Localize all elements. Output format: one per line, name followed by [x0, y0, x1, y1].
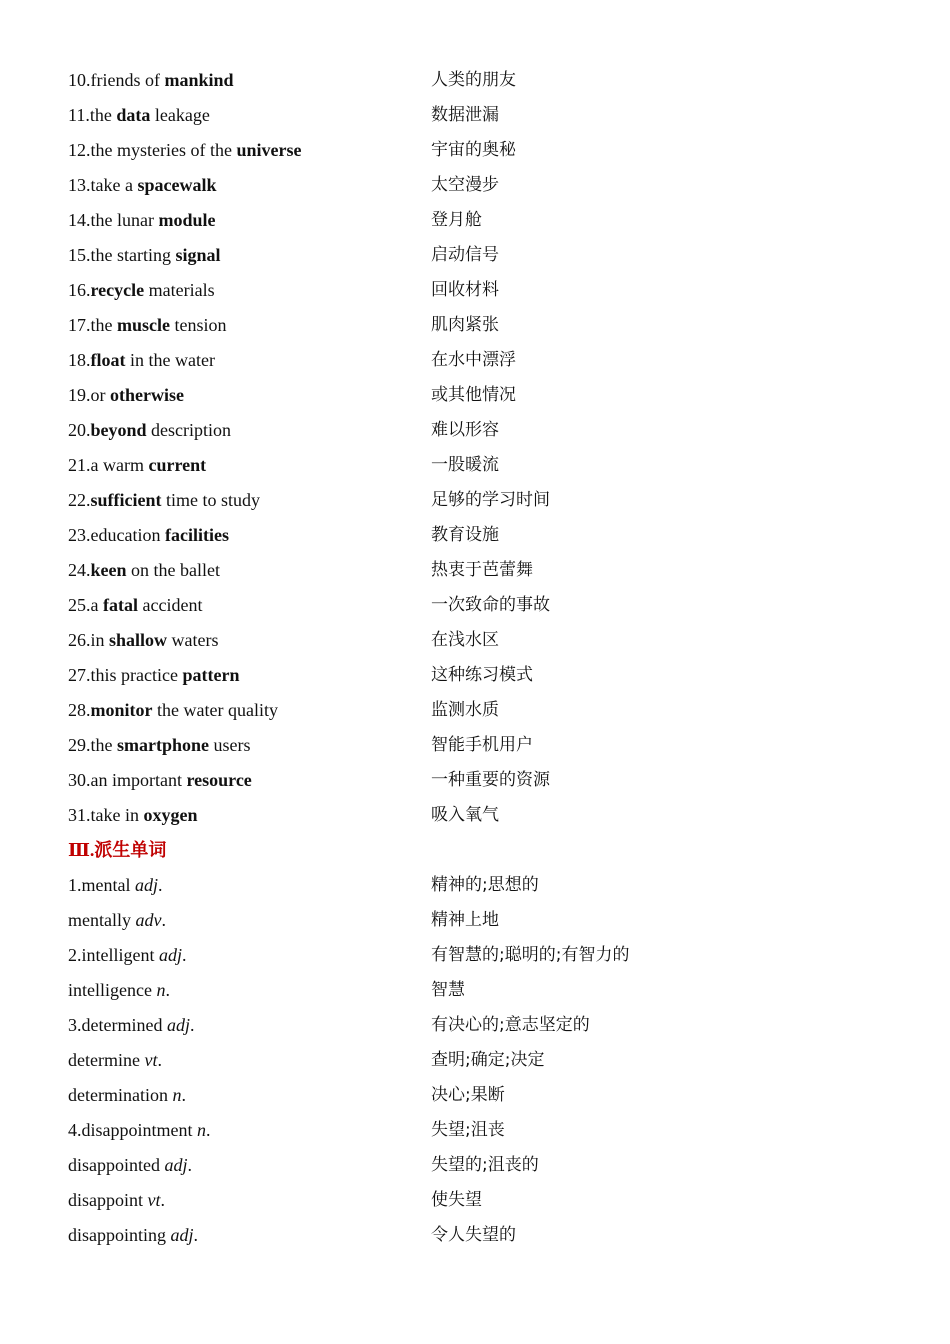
phrase-row [68, 448, 888, 483]
derivative-row [68, 973, 888, 1008]
key-word: module [158, 210, 216, 230]
key-word: resource [186, 770, 252, 790]
phrase-chinese: 数据泄漏 [431, 105, 499, 125]
phrase-chinese: 足够的学习时间 [431, 490, 550, 510]
derivative-word: 3.determined adj. [68, 1015, 195, 1035]
derivative-meaning: 失望;沮丧 [431, 1120, 505, 1140]
phrase-english: 19.or otherwise [68, 385, 184, 405]
derivative-word: 1.mental adj. [68, 875, 163, 895]
phrase-chinese: 难以形容 [431, 420, 499, 440]
phrase-row [68, 658, 888, 693]
phrase-chinese: 这种练习模式 [431, 665, 533, 685]
derivative-meaning: 令人失望的 [431, 1225, 516, 1245]
phrase-row [68, 588, 888, 623]
phrase-english: 29.the smartphone users [68, 735, 251, 755]
derivative-word: disappoint vt. [68, 1190, 165, 1210]
derivative-word: determine vt. [68, 1050, 162, 1070]
part-of-speech: adj [158, 945, 182, 965]
derivative-row [68, 1148, 888, 1183]
phrase-english: 16.recycle materials [68, 280, 215, 300]
phrase-row [68, 763, 888, 798]
phrase-chinese: 一次致命的事故 [431, 595, 550, 615]
phrase-english: 30.an important resource [68, 770, 252, 790]
phrase-english: 20.beyond description [68, 420, 232, 440]
phrase-english: 31.take in oxygen [68, 805, 198, 825]
derivative-word: mentally adv. [68, 910, 166, 930]
part-of-speech: adj [164, 1155, 188, 1175]
phrase-row [68, 133, 888, 168]
derivative-word: disappointed adj. [68, 1155, 193, 1175]
phrase-chinese: 人类的朋友 [431, 70, 516, 90]
phrase-english: 12.the mysteries of the universe [68, 140, 302, 160]
phrase-row [68, 63, 888, 98]
phrase-row [68, 623, 888, 658]
phrase-row [68, 728, 888, 763]
phrase-row [68, 203, 888, 238]
key-word: current [148, 455, 207, 475]
derivative-meaning: 使失望 [431, 1190, 482, 1210]
derivative-meaning: 有决心的;意志坚定的 [431, 1015, 590, 1035]
derivative-word: disappointing adj. [68, 1225, 199, 1245]
key-word: spacewalk [137, 175, 217, 195]
part-of-speech: adv [135, 910, 162, 930]
key-word: monitor [90, 700, 153, 720]
part-of-speech: adj [134, 875, 158, 895]
derivative-row [68, 1043, 888, 1078]
part-of-speech: n [172, 1085, 182, 1105]
phrase-row [68, 693, 888, 728]
key-word: pattern [182, 665, 240, 685]
phrase-english: 18.float in the water [68, 350, 215, 370]
derivative-row [68, 1078, 888, 1113]
key-word: smartphone [117, 735, 210, 755]
phrase-english: 27.this practice pattern [68, 665, 240, 685]
key-word: beyond [90, 420, 147, 440]
derivative-row [68, 868, 888, 903]
part-of-speech: adj [170, 1225, 194, 1245]
phrase-row [68, 798, 888, 833]
phrase-chinese: 教育设施 [431, 525, 499, 545]
derivative-row [68, 1008, 888, 1043]
phrase-english: 13.take a spacewalk [68, 175, 217, 195]
phrase-english: 23.education facilities [68, 525, 229, 545]
phrase-row [68, 168, 888, 203]
phrase-chinese: 回收材料 [431, 280, 499, 300]
phrase-chinese: 吸入氧气 [431, 805, 499, 825]
phrase-english: 17.the muscle tension [68, 315, 227, 335]
phrase-english: 25.a fatal accident [68, 595, 203, 615]
phrase-chinese: 监测水质 [431, 700, 499, 720]
phrase-english: 21.a warm current [68, 455, 207, 475]
key-word: universe [236, 140, 302, 160]
phrase-row [68, 98, 888, 133]
phrase-row [68, 518, 888, 553]
phrase-chinese: 一种重要的资源 [431, 770, 550, 790]
derivative-meaning: 决心;果断 [431, 1085, 505, 1105]
key-word: otherwise [110, 385, 184, 405]
phrase-row [68, 378, 888, 413]
derivative-row [68, 1183, 888, 1218]
key-word: data [116, 105, 151, 125]
phrase-english: 26.in shallow waters [68, 630, 219, 650]
key-word: muscle [117, 315, 170, 335]
phrase-chinese: 太空漫步 [431, 175, 499, 195]
phrase-row [68, 308, 888, 343]
derivative-row [68, 1113, 888, 1148]
phrase-row [68, 483, 888, 518]
phrase-english: 22.sufficient time to study [68, 490, 260, 510]
key-word: sufficient [90, 490, 162, 510]
phrase-row [68, 238, 888, 273]
part-of-speech: vt [144, 1050, 158, 1070]
derivative-row [68, 903, 888, 938]
key-word: shallow [109, 630, 168, 650]
phrase-chinese: 宇宙的奥秘 [431, 140, 516, 160]
phrase-row [68, 273, 888, 308]
derivative-word: 4.disappointment n. [68, 1120, 211, 1140]
phrase-english: 11.the data leakage [68, 105, 210, 125]
phrase-english: 28.monitor the water quality [68, 700, 278, 720]
phrase-chinese: 或其他情况 [431, 385, 516, 405]
phrase-english: 24.keen on the ballet [68, 560, 220, 580]
phrase-chinese: 在浅水区 [431, 630, 499, 650]
phrase-chinese: 肌肉紧张 [431, 315, 499, 335]
key-word: oxygen [143, 805, 198, 825]
derivative-row [68, 1218, 888, 1253]
phrase-chinese: 热衷于芭蕾舞 [431, 560, 533, 580]
derivative-meaning: 精神上地 [431, 910, 499, 930]
phrase-row [68, 553, 888, 588]
phrase-row [68, 343, 888, 378]
derivative-word: intelligence n. [68, 980, 170, 1000]
derivative-meaning: 查明;确定;决定 [431, 1050, 545, 1070]
section-heading [68, 833, 888, 868]
key-word: mankind [164, 70, 234, 90]
vocabulary-list [68, 63, 888, 1253]
phrase-english: 15.the starting signal [68, 245, 221, 265]
key-word: facilities [164, 525, 229, 545]
key-word: fatal [103, 595, 138, 615]
phrase-english: 14.the lunar module [68, 210, 216, 230]
phrase-row [68, 413, 888, 448]
key-word: keen [90, 560, 127, 580]
derivative-word: 2.intelligent adj. [68, 945, 187, 965]
key-word: recycle [90, 280, 145, 300]
part-of-speech: vt [147, 1190, 161, 1210]
derivative-meaning: 失望的;沮丧的 [431, 1155, 539, 1175]
phrase-chinese: 在水中漂浮 [431, 350, 516, 370]
phrase-chinese: 一股暖流 [431, 455, 499, 475]
phrase-chinese: 智能手机用户 [431, 735, 533, 755]
part-of-speech: n [197, 1120, 206, 1140]
part-of-speech: adj [166, 1015, 190, 1035]
key-word: float [90, 350, 126, 370]
phrase-chinese: 启动信号 [431, 245, 499, 265]
derivative-word: determination n. [68, 1085, 186, 1105]
derivative-meaning: 精神的;思想的 [431, 875, 539, 895]
phrase-chinese: 登月舱 [431, 210, 482, 230]
key-word: signal [175, 245, 221, 265]
part-of-speech: n [156, 980, 166, 1000]
derivative-row [68, 938, 888, 973]
phrase-english: 10.friends of mankind [68, 70, 234, 90]
derivative-meaning: 有智慧的;聪明的;有智力的 [431, 945, 630, 965]
derivative-meaning: 智慧 [431, 980, 465, 1000]
section-title: Ⅲ.派生单词 [68, 840, 167, 860]
